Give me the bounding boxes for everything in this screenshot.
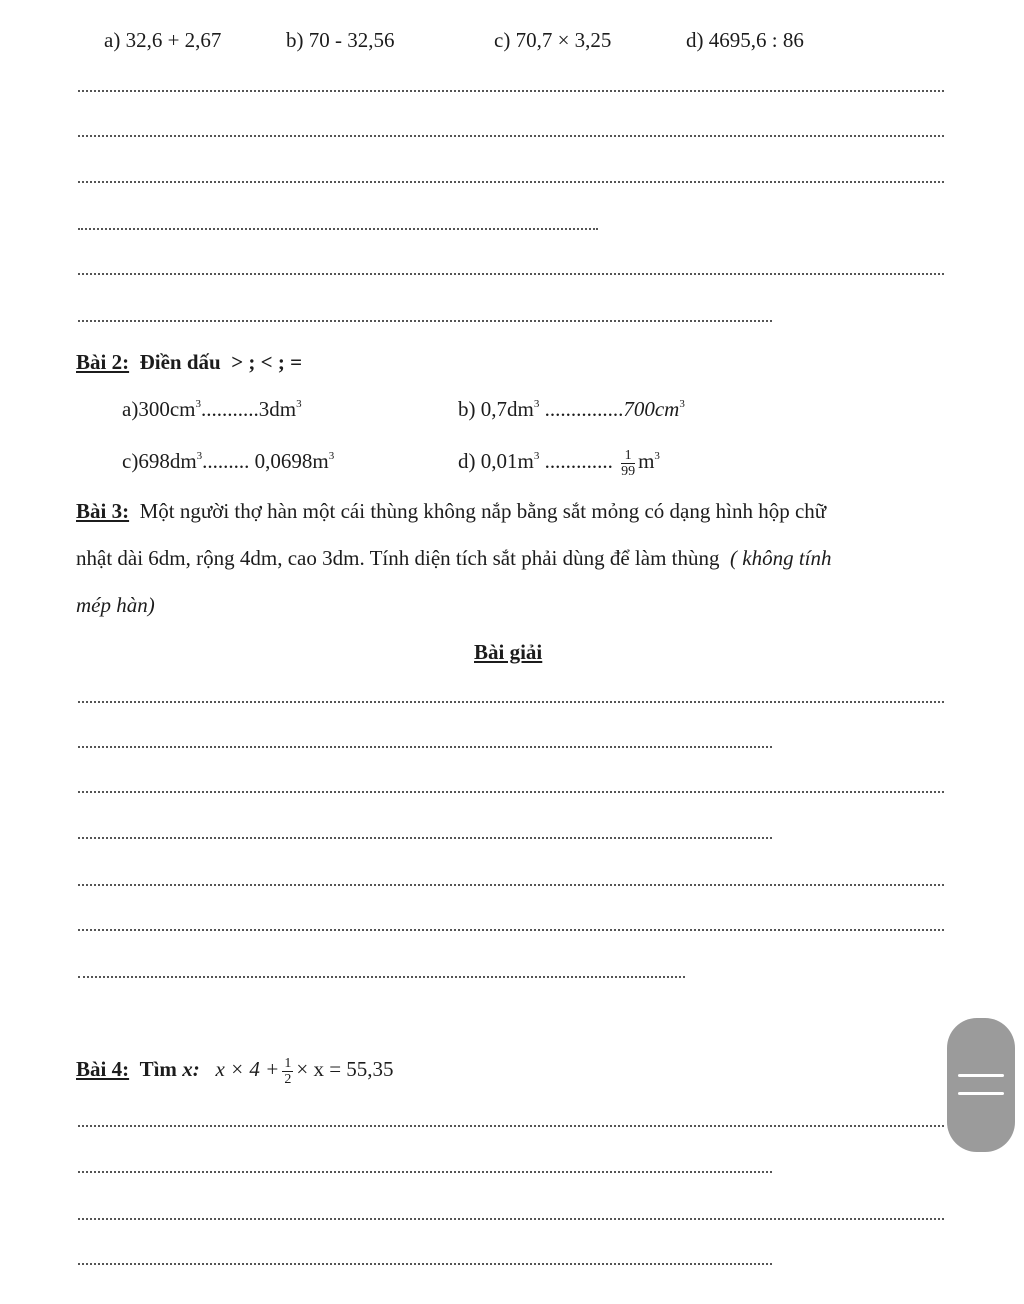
answer-line xyxy=(78,746,772,748)
exercise-4-heading xyxy=(76,1052,394,1087)
exercise-3-text: Một người thợ hàn một cái thùng không nắp bằng sắt mỏng có dạng hình hộp chữ xyxy=(139,499,827,523)
answer-line xyxy=(78,90,944,92)
answer-line xyxy=(78,791,944,793)
compare-2d-right: m xyxy=(638,449,655,473)
compare-2c xyxy=(122,449,334,473)
exercise-4-variable: x: xyxy=(182,1057,200,1081)
solution-heading: Bài giải xyxy=(474,640,543,664)
answer-line xyxy=(78,837,772,839)
exercise-1c: c) 70,7 × 3,25 xyxy=(494,28,612,52)
fraction-numerator: 1 xyxy=(284,1055,292,1071)
answer-line xyxy=(78,273,944,275)
answer-line xyxy=(78,1263,772,1265)
exercise-1d: d) 4695,6 : 86 xyxy=(686,28,804,52)
compare-2a-left: a)300cm xyxy=(122,397,196,421)
exercise-1b: b) 70 - 32,56 xyxy=(286,28,395,52)
compare-2c-left: c)698dm xyxy=(122,449,197,473)
compare-2b-left: b) 0,7dm xyxy=(458,397,534,421)
exercise-3-text: nhật dài 6dm, rộng 4dm, cao 3dm. Tính diện tích sắt phải dùng để làm thùng xyxy=(76,546,720,570)
answer-line xyxy=(78,1171,772,1173)
exercise-2-title: Điền dấu xyxy=(139,350,221,374)
cube-exponent: 3 xyxy=(654,450,660,462)
blank-dots: ........... xyxy=(200,397,259,421)
answer-line xyxy=(78,320,772,322)
answer-line xyxy=(78,976,685,978)
answer-line xyxy=(78,228,598,230)
exercise-3-line2 xyxy=(76,546,832,570)
answer-line xyxy=(78,701,944,703)
cube-exponent: 3 xyxy=(328,450,335,462)
cube-exponent: 3 xyxy=(533,398,540,410)
fraction-denominator: 99 xyxy=(621,463,636,479)
compare-2a-right: 3dm xyxy=(258,397,297,421)
exercise-4-title: Tìm xyxy=(139,1057,177,1081)
handle-grip-icon xyxy=(958,1074,1004,1077)
compare-2b-right: 700cm xyxy=(623,397,680,421)
blank-dots: ............. xyxy=(544,449,613,473)
blank-dots: ......... xyxy=(202,449,255,473)
blank-dots: ............... xyxy=(544,397,624,421)
compare-2b xyxy=(458,397,685,421)
compare-2c-right: 0,0698m xyxy=(254,449,329,473)
handle-grip-icon xyxy=(958,1092,1004,1095)
cube-exponent: 3 xyxy=(196,450,203,462)
equation-part2: × x = 55,35 xyxy=(296,1057,394,1081)
exercise-2-heading xyxy=(76,350,302,374)
cube-exponent: 3 xyxy=(195,398,201,410)
compare-2d-left: d) 0,01m xyxy=(458,449,534,473)
fraction-one-ninety-ninth xyxy=(621,448,635,479)
answer-line xyxy=(78,1218,944,1220)
cube-exponent: 3 xyxy=(296,398,302,410)
exercise-3-note: ( không tính xyxy=(730,546,832,570)
equation-part1: x × 4 + xyxy=(215,1057,280,1081)
cube-exponent: 3 xyxy=(533,450,540,462)
exercise-3-line3: mép hàn) xyxy=(76,593,155,617)
answer-line xyxy=(78,1125,944,1127)
answer-line xyxy=(78,929,944,931)
scroll-handle[interactable] xyxy=(947,1018,1015,1152)
answer-line xyxy=(78,135,944,137)
answer-line xyxy=(78,884,944,886)
exercise-3-line1 xyxy=(76,499,826,523)
exercise-4-label: Bài 4: xyxy=(76,1057,130,1081)
answer-line xyxy=(78,181,944,183)
compare-2a xyxy=(122,397,302,421)
compare-2d xyxy=(458,444,660,479)
fraction-one-half xyxy=(282,1056,293,1087)
cube-exponent: 3 xyxy=(679,398,685,410)
fraction-numerator: 1 xyxy=(621,448,635,464)
exercise-2-label: Bài 2: xyxy=(76,350,130,374)
exercise-1a: a) 32,6 + 2,67 xyxy=(104,28,222,52)
exercise-3-label: Bài 3: xyxy=(76,499,130,523)
exercise-2-signs: > ; < ; = xyxy=(231,350,303,374)
fraction-denominator: 2 xyxy=(284,1071,292,1087)
